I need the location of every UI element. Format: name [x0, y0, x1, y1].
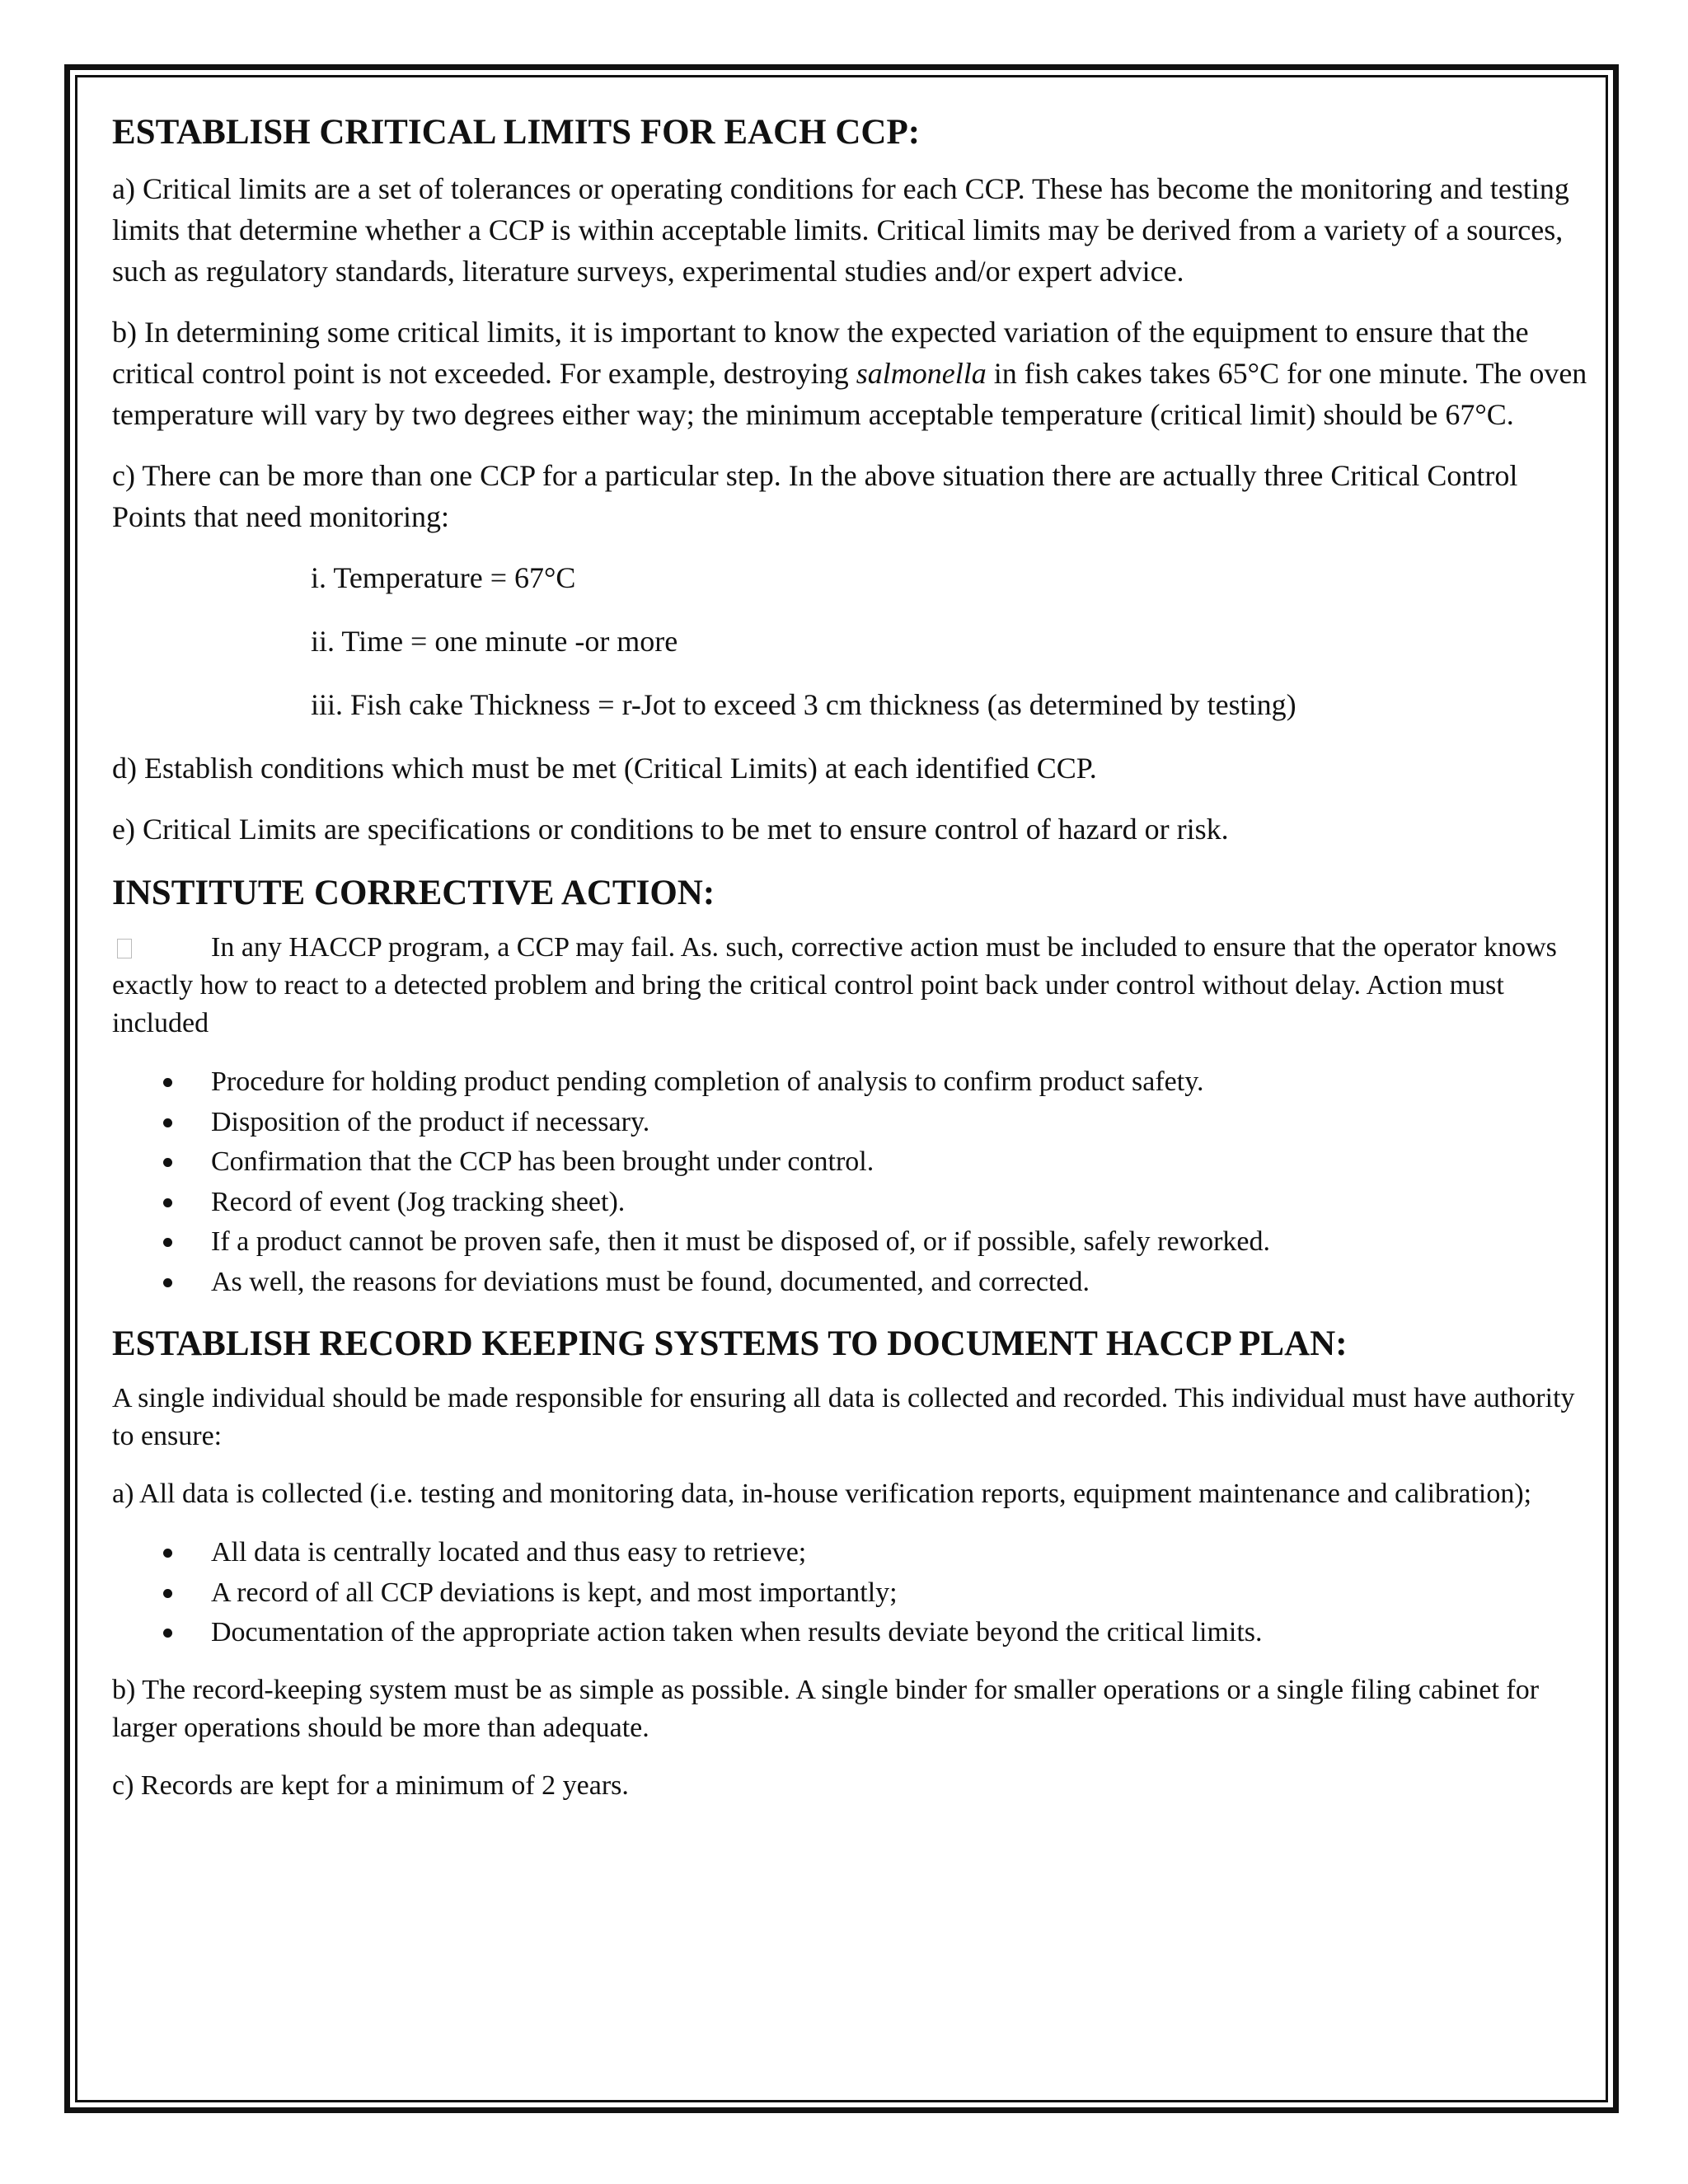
- bullet-icon: [163, 1278, 172, 1287]
- bullet-icon: [163, 1629, 172, 1638]
- bullet-icon: [163, 1589, 172, 1598]
- list-item: As well, the reasons for deviations must be found, documented, and corrected.: [112, 1263, 1596, 1303]
- corrective-action-list: [112, 1062, 1596, 1302]
- bullet-icon: [163, 1198, 172, 1207]
- lead-text: In any HACCP program, a CCP may fail. As. such, corrective action must be included to ensure that the operator knows exactly how to react to a detected problem and bring the critical control point back under control without delay. Action must included: [112, 932, 1557, 1038]
- para-critical-limits-b: [112, 312, 1596, 435]
- bullet-icon: [163, 1238, 172, 1247]
- heading-corrective-action: INSTITUTE CORRECTIVE ACTION:: [112, 874, 715, 912]
- heading-record-keeping: ESTABLISH RECORD KEEPING SYSTEMS TO DOCUMENT HACCP PLAN:: [112, 1324, 1348, 1363]
- para-critical-limits-e: e) Critical Limits are specifications or conditions to be met to ensure control of hazard or risk.: [112, 813, 1229, 846]
- list-item: Confirmation that the CCP has been brought under control.: [112, 1142, 1596, 1183]
- missing-glyph-icon: [117, 939, 132, 958]
- list-item: Disposition of the product if necessary.: [112, 1103, 1596, 1143]
- document-content: [112, 109, 1596, 1825]
- para-record-keeping-b: b) The record-keeping system must be as simple as possible. A single binder for smaller operations or a single filing cabinet for larger operations should be more than adequate.: [112, 1674, 1540, 1743]
- para-corrective-action-lead: [112, 929, 1596, 1043]
- list-item: Documentation of the appropriate action taken when results deviate beyond the critical limits.: [112, 1613, 1596, 1653]
- para-critical-limits-d: d) Establish conditions which must be met (Critical Limits) at each identified CCP.: [112, 752, 1097, 785]
- para-b-text-start: b) In determining some critical limits, it is important to know the expected variation of the equipment to ensure that the critical control point is not exceeded. For example, destroying: [112, 316, 1529, 390]
- list-item: If a product cannot be proven safe, then it must be disposed of, or if possible, safely reworked.: [112, 1222, 1596, 1263]
- list-item: A record of all CCP deviations is kept, and most importantly;: [112, 1573, 1596, 1614]
- list-item: All data is centrally located and thus easy to retrieve;: [112, 1533, 1596, 1573]
- para-critical-limits-c: c) There can be more than one CCP for a particular step. In the above situation there are actually three Critical Control Points that need monitoring:: [112, 459, 1518, 533]
- bullet-icon: [163, 1118, 172, 1127]
- record-keeping-list: [112, 1533, 1596, 1653]
- heading-critical-limits: ESTABLISH CRITICAL LIMITS FOR EACH CCP:: [112, 113, 921, 152]
- para-b-italic-term: salmonella: [856, 357, 987, 390]
- para-record-keeping-intro: A single individual should be made responsible for ensuring all data is collected and recorded. This individual must have authority to ensure:: [112, 1383, 1575, 1451]
- para-b-text-end: in fish cakes takes 65°C for one minute. The oven temperature will vary by two degrees either way; the minimum acceptable temperature (critical limit) should be 67°C.: [112, 357, 1587, 431]
- list-item: Record of event (Jog tracking sheet).: [112, 1183, 1596, 1223]
- list-item: Procedure for holding product pending completion of analysis to confirm product safety.: [112, 1062, 1596, 1103]
- para-record-keeping-c: c) Records are kept for a minimum of 2 years.: [112, 1769, 629, 1801]
- sub-item-time: ii. Time = one minute -or more: [311, 625, 678, 658]
- para-critical-limits-a: a) Critical limits are a set of tolerances or operating conditions for each CCP. These has become the monitoring and testing limits that determine whether a CCP is within acceptable limits. Critical limits may be derived from a variety of a sources, such as regulatory standards, literature surveys, experimental studies and/or expert advice.: [112, 172, 1569, 288]
- bullet-icon: [163, 1158, 172, 1167]
- para-record-keeping-a: a) All data is collected (i.e. testing and monitoring data, in-house verification reports, equipment maintenance and calibration);: [112, 1479, 1532, 1509]
- sub-item-thickness: iii. Fish cake Thickness = r-Jot to exceed 3 cm thickness (as determined by testing): [311, 688, 1296, 721]
- bullet-icon: [163, 1078, 172, 1087]
- sub-item-temperature: i. Temperature = 67°C: [311, 561, 576, 594]
- bullet-icon: [163, 1549, 172, 1558]
